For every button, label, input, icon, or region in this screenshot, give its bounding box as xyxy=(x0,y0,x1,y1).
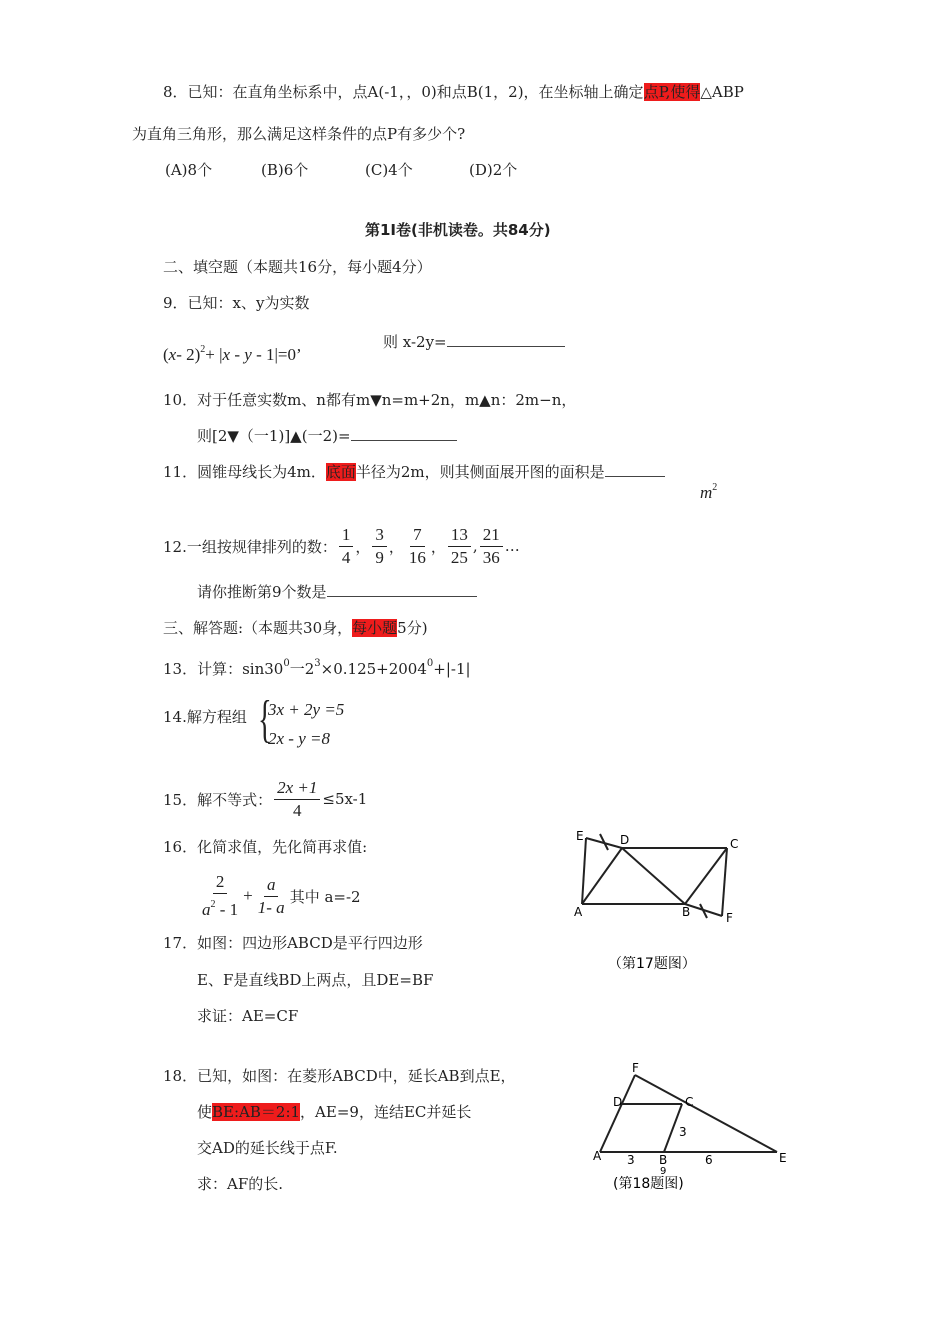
q8-line2: 为直角三角形，那么满足这样条件的点P有多少个? xyxy=(132,125,466,143)
q10-line1: 10．对于任意实数m、n都有m▼n=m+2n，m▲n：2m−n， xyxy=(163,391,577,409)
q16-line1: 16．化简求值，先化简再求值: xyxy=(163,838,368,856)
q18-label-b: B xyxy=(659,1153,668,1167)
q15-fraction: $\frac{2x +1}{4}$ xyxy=(274,777,320,822)
q18-caption: (第18题图) xyxy=(613,1176,684,1192)
q9-then: 则 x-2y= xyxy=(383,332,565,352)
q17-label-f: F xyxy=(726,911,733,925)
part3-highlight: 每小题 xyxy=(352,619,398,637)
q12-fraction: $\frac{21}{36}$ xyxy=(480,524,503,569)
q11-unit: $m^2$ xyxy=(700,482,718,502)
q15-rest: ≤5x-1 xyxy=(322,790,368,808)
q10-line2: 则[2▼（一1)]▲(一2)= xyxy=(197,426,457,446)
q13-line: 13．计算：$\sin 30^0$一$2^3\times 0.125+2004^0+|-1|$ xyxy=(163,658,471,678)
q16-fraction-1: $\frac{2}{a^2 - 1}$ xyxy=(202,872,239,919)
q8-line1 xyxy=(163,82,744,102)
q17-figure xyxy=(570,826,760,976)
q17-line3: 求证：AE=CF xyxy=(197,1007,299,1025)
q17-caption: （第17题图） xyxy=(608,956,696,972)
q18-line2: 使BE:AB＝2:1，AE=9，连结EC并延长 xyxy=(197,1103,472,1121)
q11-answer-blank[interactable] xyxy=(605,462,665,477)
q17-line1: 17．如图：四边形ABCD是平行四边形 xyxy=(163,934,423,952)
q8-option-c: (C)4个 xyxy=(365,161,413,179)
q15-inequality xyxy=(163,774,367,824)
q12-sequence: 12.一组按规律排列的数： $\frac{1}{4}$ ， $\frac{3}{9}$ ， $\frac{7}{16}$ ， $\frac{13}{25}$ , $\frac{21}{36}$ … xyxy=(163,524,520,567)
q18-length-ae: 9 xyxy=(660,1166,667,1177)
q8-option-d: (D)2个 xyxy=(469,161,518,179)
q12-fraction: $\frac{3}{9}$ xyxy=(372,524,387,569)
q17-label-d: D xyxy=(620,833,630,847)
q18-label-d: D xyxy=(613,1095,623,1109)
q18-length-be: 6 xyxy=(705,1153,713,1167)
q8-highlight: 点P,使得 xyxy=(643,83,701,101)
q18-highlight: BE:AB＝2:1 xyxy=(212,1103,301,1121)
q18-line3: 交AD的延长线于点F. xyxy=(197,1139,338,1157)
q18-label-c: C xyxy=(685,1095,694,1109)
q9-equation: (x- 2)$^2$+ |x - y - 1|=0’ xyxy=(163,344,302,364)
q14-brace: { xyxy=(258,691,272,748)
q18-length-bc: 3 xyxy=(679,1125,687,1139)
q8-text: 8．已知：在直角坐标系中，点A(-1，，0)和点B(1，2)，在坐标轴上确定 xyxy=(163,83,644,101)
q18-line1: 18．已知，如图：在菱形ABCD中，延长AB到点E， xyxy=(163,1067,516,1085)
q8-option-b: (B)6个 xyxy=(261,161,309,179)
q16-expression: $\frac{2}{a^2 - 1}$ + $\frac{a}{1- a}$ 其中 a=-2 xyxy=(197,870,361,922)
q17-label-b: B xyxy=(682,905,691,919)
q17-line2: E、F是直线BD上两点，且DE=BF xyxy=(197,971,434,989)
q12-answer-blank[interactable] xyxy=(327,582,477,597)
q18-length-ab: 3 xyxy=(627,1153,635,1167)
q12-fraction: $\frac{13}{25}$ xyxy=(448,524,471,569)
q9-line1: 9．已知：x、y为实数 xyxy=(163,294,310,312)
q17-label-e: E xyxy=(576,829,584,843)
q11-line: 11．圆锥母线长为4m．底面半径为2m，则其侧面展开图的面积是 xyxy=(163,462,665,482)
q17-label-c: C xyxy=(730,837,739,851)
q10-answer-blank[interactable] xyxy=(351,426,457,441)
q16-fraction-2: $\frac{a}{1- a}$ xyxy=(257,874,285,917)
q8-option-a: (A)8个 xyxy=(165,161,213,179)
q18-figure xyxy=(585,1060,795,1200)
q18-label-a: A xyxy=(593,1149,602,1163)
q14-label: 14.解方程组 xyxy=(163,708,247,726)
q17-label-a: A xyxy=(574,905,583,919)
q11-highlight: 底面 xyxy=(325,463,356,481)
section2-title: 第1I卷(非机读卷。共84分) xyxy=(365,221,551,239)
q12-fraction: $\frac{1}{4}$ xyxy=(339,524,354,569)
q12-line2: 请你推断第9个数是 xyxy=(197,582,477,602)
q9-answer-blank[interactable] xyxy=(447,332,565,347)
q15-label: 15．解不等式： xyxy=(163,790,273,809)
q18-label-e: E xyxy=(779,1151,787,1165)
q12-label: 12.一组按规律排列的数： xyxy=(163,537,337,556)
part2-heading: 二、填空题（本题共16分，每小题4分） xyxy=(163,258,432,276)
q16-tail: 其中 a=-2 xyxy=(289,887,361,906)
q14-eq1: 3x + 2y =5 xyxy=(268,700,345,719)
part3-heading: 三、解答题:（本题共30身，每小题5分) xyxy=(163,619,428,637)
q8-text-end: △ABP xyxy=(700,83,744,101)
q14-eq2: 2x - y =8 xyxy=(268,729,330,748)
q12-fraction: $\frac{7}{16}$ xyxy=(408,524,426,567)
q18-line4: 求：AF的长. xyxy=(197,1175,284,1193)
q18-label-f: F xyxy=(632,1061,639,1075)
